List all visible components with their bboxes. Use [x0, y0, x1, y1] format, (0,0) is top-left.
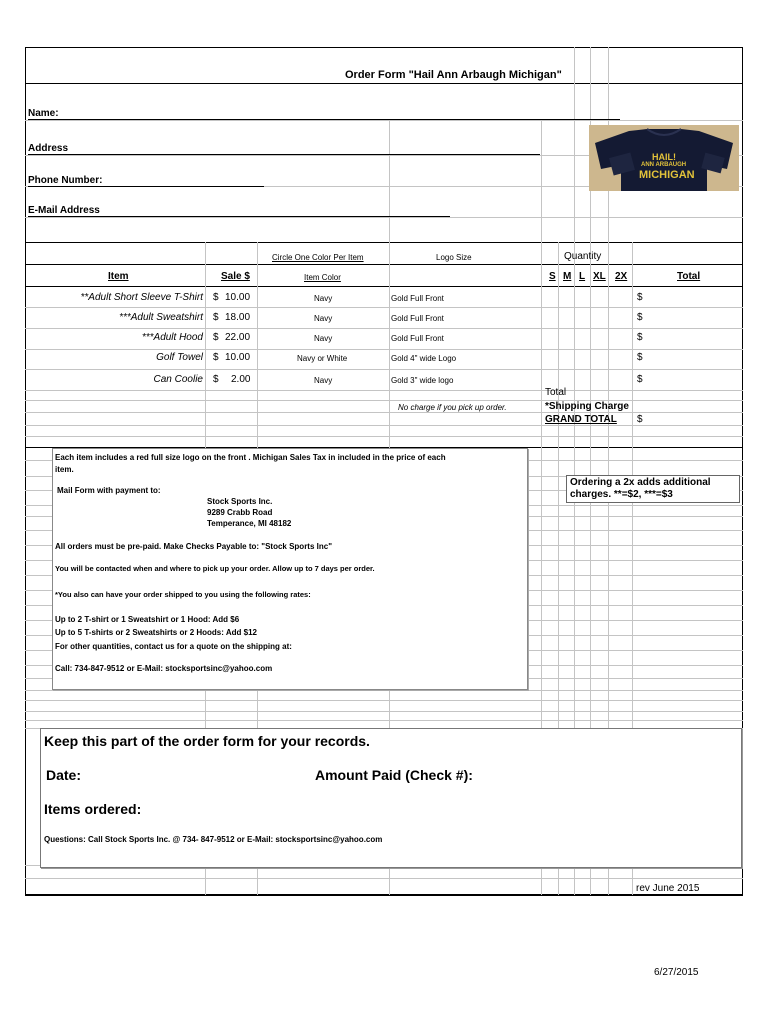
row-price: 2.00 [231, 374, 251, 385]
grid-row-line [25, 412, 743, 413]
row-logo: Gold 4" wide Logo [391, 354, 457, 363]
size-l-header: L [579, 271, 586, 282]
grid-row-line [25, 720, 743, 721]
size-s-header: S [549, 271, 556, 282]
item-header: Item [108, 271, 129, 282]
total-header: Total [677, 271, 701, 282]
row-price: 18.00 [225, 312, 251, 323]
revision-label: rev June 2015 [636, 883, 700, 894]
row-color: Navy or White [297, 354, 348, 363]
grid-row-line [25, 400, 743, 401]
mail-form-label: Mail Form with payment to: [57, 486, 161, 495]
2x-note-line2: charges. **=$2, ***=$3 [570, 489, 673, 500]
grid-row-line [25, 711, 743, 712]
questions-line: Questions: Call Stock Sports Inc. @ 734- 847-9512 or E-Mail: stocksportsinc@yahoo.com [44, 835, 383, 844]
2x-note-box [566, 475, 740, 503]
prepaid-note: All orders must be pre-paid. Make Checks Payable to: "Stock Sports Inc" [55, 542, 332, 551]
shipping-label: *Shipping Charge [545, 401, 629, 412]
grid-row-line [25, 307, 743, 308]
grid-col-line [389, 120, 390, 242]
grid-row-line [25, 690, 743, 691]
name-label: Name: [28, 108, 59, 119]
shirt-text-line1: HAIL! [652, 152, 676, 162]
row-item: ***Adult Sweatshirt [119, 312, 203, 323]
grid-row-line [25, 242, 743, 243]
info-line2: item. [55, 465, 74, 474]
size-xl-header: XL [593, 271, 606, 282]
grid-row-line [25, 217, 743, 218]
items-ordered-label: Items ordered: [44, 801, 142, 817]
info-line1: Each item includes a red full size logo on the front . Michigan Sales Tax in included in the price of each [55, 453, 446, 462]
row-total: $ [637, 352, 643, 363]
row-currency: $ [213, 312, 219, 323]
row-item: ***Adult Hood [141, 332, 203, 343]
row-color: Navy [314, 314, 333, 323]
grid-row-line [25, 425, 743, 426]
rate-line3: For other quantities, contact us for a quote on the shipping at: [55, 642, 292, 651]
row-price: 10.00 [225, 352, 251, 363]
row-item: Can Coolie [153, 374, 203, 385]
sale-header: Sale $ [221, 271, 250, 282]
grid-row-line [25, 328, 743, 329]
row-currency: $ [213, 374, 219, 385]
row-currency: $ [213, 292, 219, 303]
circle-color-label: Circle One Color Per Item [272, 253, 364, 262]
amount-paid-label: Amount Paid (Check #): [315, 767, 473, 783]
grid-row-line [25, 369, 743, 370]
subtotal-label: Total [545, 387, 567, 398]
grid-row-line [25, 895, 743, 896]
row-total: $ [637, 312, 643, 323]
row-item: Golf Towel [156, 352, 203, 363]
no-charge-note: No charge if you pick up order. [398, 403, 507, 412]
grid-row-line [25, 83, 743, 84]
rate-line2: Up to 5 T-shirts or 2 Sweatshirts or 2 Hoods: Add $12 [55, 628, 257, 637]
date-label: Date: [46, 767, 82, 783]
size-2x-header: 2X [615, 271, 628, 282]
row-price: 10.00 [225, 292, 251, 303]
grid-row-line [25, 264, 743, 265]
phone-label: Phone Number: [28, 175, 103, 186]
row-color: Navy [314, 334, 333, 343]
shirt-text-line2: ANN ARBAUGH [641, 162, 687, 168]
item-color-header: Item Color [304, 273, 341, 282]
records-heading: Keep this part of the order form for your records. [44, 733, 370, 749]
address-field[interactable] [28, 154, 540, 155]
info-box [52, 448, 528, 690]
address-label: Address [28, 143, 69, 154]
product-photo [589, 125, 739, 191]
form-title: Order Form "Hail Ann Arbaugh Michigan" [345, 69, 562, 81]
row-logo: Gold Full Front [391, 294, 444, 303]
email-label: E-Mail Address [28, 205, 100, 216]
grid-col-line [574, 47, 575, 242]
quantity-header: Quantity [564, 251, 602, 262]
row-currency: $ [213, 332, 219, 343]
row-color: Navy [314, 294, 333, 303]
row-total: $ [637, 332, 643, 343]
name-field[interactable] [28, 119, 620, 120]
grand-total-value: $ [637, 414, 643, 425]
row-total: $ [637, 374, 643, 385]
row-color: Navy [314, 376, 333, 385]
records-box [40, 728, 742, 868]
row-logo: Gold Full Front [391, 334, 444, 343]
grid-row-line [25, 700, 743, 701]
grand-total-label: GRAND TOTAL [545, 414, 617, 425]
call-line: Call: 734-847-9512 or E-Mail: stocksportsinc@yahoo.com [55, 664, 273, 673]
address-line1: Stock Sports Inc. [207, 497, 273, 506]
row-price: 22.00 [225, 332, 251, 343]
grid-row-line [25, 286, 743, 287]
row-logo: Gold Full Front [391, 314, 444, 323]
contact-note: You will be contacted when and where to pick up your order. Allow up to 7 days per order. [55, 564, 375, 573]
rate-line1: Up to 2 T-shirt or 1 Sweatshirt or 1 Hood: Add $6 [55, 615, 240, 624]
grid-row-line [25, 349, 743, 350]
email-field[interactable] [28, 216, 450, 217]
2x-note-line1: Ordering a 2x adds additional [570, 477, 711, 488]
size-m-header: M [563, 271, 572, 282]
grid-row-line [25, 436, 743, 437]
print-date: 6/27/2015 [654, 967, 699, 978]
shirt-text-line3: MICHIGAN [639, 169, 695, 181]
row-item: **Adult Short Sleeve T-Shirt [80, 292, 203, 303]
grid-col-line [541, 120, 542, 242]
shipping-note: *You also can have your order shipped to you using the following rates: [55, 590, 311, 599]
phone-field[interactable] [28, 186, 264, 187]
address-line3: Temperance, MI 48182 [207, 519, 292, 528]
address-line2: 9289 Crabb Road [207, 508, 273, 517]
grid-row-line [25, 120, 743, 121]
grid-row-line [25, 878, 743, 879]
logo-size-header: Logo Size [436, 253, 472, 262]
row-logo: Gold 3" wide logo [391, 376, 454, 385]
row-total: $ [637, 292, 643, 303]
row-currency: $ [213, 352, 219, 363]
grid-row-line [25, 390, 743, 391]
